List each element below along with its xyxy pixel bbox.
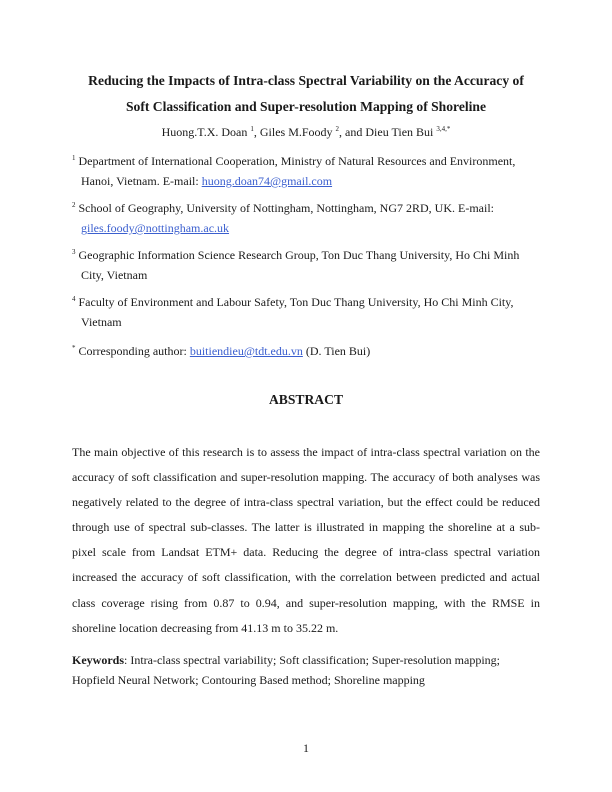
corresponding-marker: * xyxy=(72,344,76,352)
author-separator-2: , and xyxy=(339,125,366,139)
author-2: Giles M.Foody xyxy=(259,125,333,139)
abstract-heading: ABSTRACT xyxy=(268,392,344,407)
email-link-bui[interactable]: buitiendieu@tdt.edu.vn xyxy=(189,344,303,358)
affiliation-4 xyxy=(72,292,542,332)
affiliation-4-marker: 4 xyxy=(72,295,76,303)
affiliation-3-line-2: City, Vietnam xyxy=(81,268,148,282)
corresponding-suffix: (D. Tien Bui) xyxy=(302,344,371,358)
author-3-affiliation: 3,4,* xyxy=(436,125,451,133)
author-1: Huong.T.X. Doan xyxy=(161,125,248,139)
affiliation-2 xyxy=(72,198,542,238)
affiliation-4-line-1: Faculty of Environment and Labour Safety, Ton Duc Thang University, Ho Chi Minh City, xyxy=(78,295,514,309)
affiliation-2-line-1: School of Geography, University of Nottingham, Nottingham, NG7 2RD, UK. E-mail: xyxy=(78,201,494,215)
affiliation-1-location: Hanoi, Vietnam. E-mail: xyxy=(81,174,202,188)
affiliation-3 xyxy=(72,245,542,285)
corresponding-author xyxy=(72,341,542,361)
author-list xyxy=(60,123,552,141)
title-line-1: Reducing the Impacts of Intra-class Spectral Variability on the Accuracy of xyxy=(88,73,524,88)
author-2-affiliation: 2 xyxy=(335,125,340,133)
page-number: 1 xyxy=(303,741,309,755)
author-3: Dieu Tien Bui xyxy=(365,125,434,139)
author-1-affiliation: 1 xyxy=(250,125,254,133)
title-line-2: Soft Classification and Super-resolution Mapping of Shoreline xyxy=(125,99,487,114)
affiliation-2-marker: 2 xyxy=(72,201,76,209)
abstract-body: The main objective of this research is to assess the impact of intra-class spectral variation on the accuracy of soft classification and super-resolution mapping. The accuracy of both analyses was negatively related to the degree of intra-class spectral variation, but the effect could be reduced through use of spectral sub-classes. The latter is illustrated in mapping the shoreline at a sub-pixel scale from Landsat ETM+ data. Reducing the degree of intra-class spectral variation increased the accuracy of soft classification, with the correlation between predicted and actual class coverage rising from 0.87 to 0.94, and super-resolution mapping, with the RMSE in shoreline location decreasing from 41.13 m to 35.22 m. xyxy=(72,445,540,635)
affiliation-3-marker: 3 xyxy=(72,248,76,256)
email-link-foody[interactable]: giles.foody@nottingham.ac.uk xyxy=(81,221,230,235)
keywords-label: Keywords xyxy=(72,653,124,667)
keywords xyxy=(72,650,540,690)
paper-title xyxy=(60,68,552,120)
affiliation-1 xyxy=(72,151,542,191)
affiliation-1-line-2 xyxy=(72,174,332,188)
affiliation-4-line-2: Vietnam xyxy=(81,315,122,329)
affiliation-2-line-2 xyxy=(72,221,229,235)
corresponding-prefix: Corresponding author: xyxy=(78,344,190,358)
author-separator-1: , xyxy=(253,125,260,139)
keywords-text: : Intra-class spectral variability; Soft classification; Super-resolution mapping; Hopfield Neural Network; Contouring Based method; Shoreline mapping xyxy=(72,653,500,687)
affiliation-1-line-1: Department of International Cooperation, Ministry of Natural Resources and Environment, xyxy=(78,154,516,168)
affiliation-3-line-1: Geographic Information Science Research Group, Ton Duc Thang University, Ho Chi Minh xyxy=(78,248,520,262)
email-link-doan[interactable]: huong.doan74@gmail.com xyxy=(201,174,333,188)
affiliation-1-marker: 1 xyxy=(72,154,76,162)
